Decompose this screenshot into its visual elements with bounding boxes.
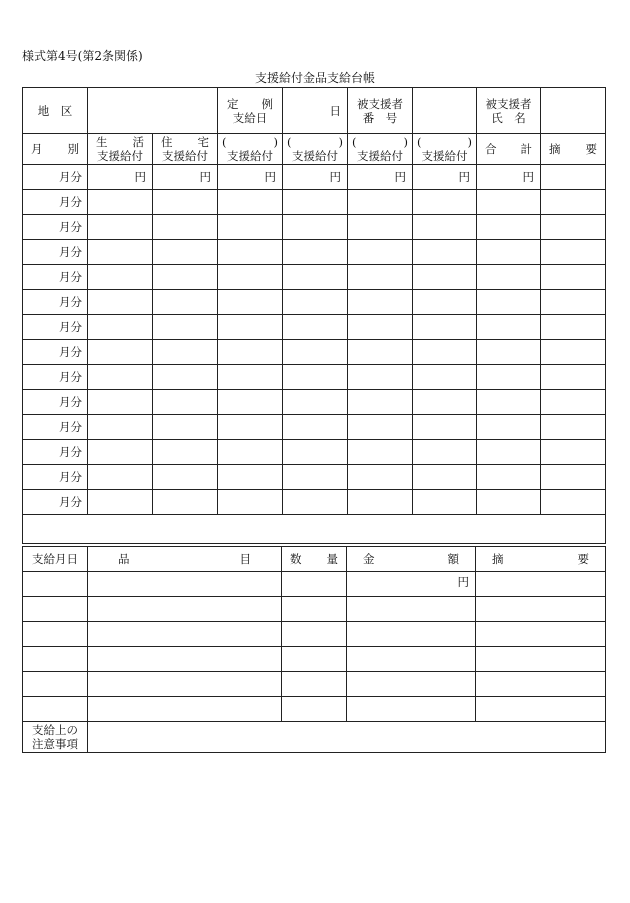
data-cell[interactable]: [153, 340, 218, 365]
data-cell[interactable]: [413, 490, 477, 515]
recipient-name-label: [477, 88, 541, 134]
table-row: [23, 190, 606, 215]
amount-cell[interactable]: [347, 597, 476, 622]
remarks-header: 摘 要: [541, 134, 606, 165]
data-cell[interactable]: [348, 340, 413, 365]
data-cell[interactable]: [283, 340, 348, 365]
recipient-number-label: [348, 88, 413, 134]
data-cell[interactable]: [283, 465, 348, 490]
month-label: 月分: [23, 315, 88, 340]
data-cell[interactable]: [153, 440, 218, 465]
blank-footer-cell[interactable]: [23, 515, 606, 544]
month-label: 月分: [23, 390, 88, 415]
data-cell[interactable]: [88, 390, 153, 415]
data-cell[interactable]: [283, 415, 348, 440]
data-cell[interactable]: [477, 240, 541, 265]
data-cell[interactable]: [477, 315, 541, 340]
table-row: [23, 697, 606, 722]
data-cell[interactable]: [88, 265, 153, 290]
item-cell[interactable]: [88, 622, 282, 647]
data-cell[interactable]: [477, 465, 541, 490]
remarks-cell[interactable]: [476, 697, 606, 722]
data-cell[interactable]: [88, 465, 153, 490]
data-cell[interactable]: [218, 390, 283, 415]
data-cell[interactable]: [348, 365, 413, 390]
item-cell[interactable]: [88, 672, 282, 697]
table-row: [23, 265, 606, 290]
item-cell[interactable]: [88, 697, 282, 722]
recipient-name-top: 被支援者: [485, 96, 532, 111]
data-cell[interactable]: [477, 490, 541, 515]
data-cell[interactable]: [218, 290, 283, 315]
quantity-cell[interactable]: [282, 672, 347, 697]
data-cell[interactable]: [541, 390, 606, 415]
data-cell[interactable]: [88, 315, 153, 340]
payment-date-header: 支給月日: [23, 547, 88, 572]
data-cell[interactable]: [541, 365, 606, 390]
living-support-header: 生 活 支援給付: [88, 134, 153, 165]
data-cell[interactable]: [348, 440, 413, 465]
recipient-name-field[interactable]: [541, 88, 606, 134]
table-row: [23, 340, 606, 365]
header-row-categories: [23, 134, 606, 165]
form-number-label: 様式第4号(第2条関係): [22, 49, 143, 63]
data-cell[interactable]: [477, 265, 541, 290]
quantity-cell[interactable]: [282, 697, 347, 722]
quantity-cell[interactable]: [282, 647, 347, 672]
recipient-number-field[interactable]: [413, 88, 477, 134]
data-cell[interactable]: [413, 215, 477, 240]
data-cell[interactable]: [348, 465, 413, 490]
item-header: 品 目: [88, 547, 282, 572]
housing-amount-cell[interactable]: 円: [153, 165, 218, 190]
data-cell[interactable]: [348, 390, 413, 415]
other-amount-cell[interactable]: 円: [348, 165, 413, 190]
data-cell[interactable]: [153, 465, 218, 490]
table-row: [23, 597, 606, 622]
monthly-payment-table: [22, 87, 606, 544]
month-label: 月分: [23, 240, 88, 265]
data-cell[interactable]: [413, 390, 477, 415]
notes-label: [23, 722, 88, 753]
data-cell[interactable]: [283, 365, 348, 390]
amount-cell[interactable]: [347, 622, 476, 647]
data-cell[interactable]: [348, 215, 413, 240]
data-cell[interactable]: [88, 290, 153, 315]
date-cell[interactable]: [23, 697, 88, 722]
month-label: 月分: [23, 365, 88, 390]
other-support-header-1: ( ) 支援給付: [218, 134, 283, 165]
data-cell[interactable]: [88, 415, 153, 440]
total-header: 合 計: [477, 134, 541, 165]
data-cell[interactable]: [348, 190, 413, 215]
recipient-number-top: 被支援者: [357, 96, 403, 111]
data-cell[interactable]: [413, 265, 477, 290]
notes-label-bottom: 注意事項: [32, 737, 78, 751]
data-cell[interactable]: [153, 415, 218, 440]
month-label: 月分: [23, 290, 88, 315]
recipient-number-bottom: 番 号: [362, 110, 398, 125]
data-cell[interactable]: [541, 215, 606, 240]
month-label: 月分: [23, 465, 88, 490]
data-cell[interactable]: [477, 415, 541, 440]
data-cell[interactable]: [413, 340, 477, 365]
regular-payment-day-label: [218, 88, 283, 134]
data-cell[interactable]: [348, 265, 413, 290]
date-cell[interactable]: [23, 622, 88, 647]
data-cell[interactable]: [88, 340, 153, 365]
remarks-cell[interactable]: [476, 672, 606, 697]
data-cell[interactable]: [153, 490, 218, 515]
remarks-header: 摘 要: [476, 547, 606, 572]
data-cell[interactable]: [348, 240, 413, 265]
month-label: 月分: [23, 415, 88, 440]
month-label: 月分: [23, 440, 88, 465]
data-cell[interactable]: [413, 315, 477, 340]
data-cell[interactable]: [153, 365, 218, 390]
data-cell[interactable]: [153, 315, 218, 340]
day-label: 日: [329, 103, 341, 118]
month-column-label: 月 別: [23, 134, 88, 165]
data-cell[interactable]: [477, 340, 541, 365]
data-cell[interactable]: [218, 490, 283, 515]
quantity-cell[interactable]: [282, 622, 347, 647]
data-cell[interactable]: [88, 365, 153, 390]
table-row: [23, 215, 606, 240]
data-cell[interactable]: [541, 490, 606, 515]
teirei-bottom: 支給日: [232, 110, 268, 125]
quantity-cell[interactable]: [282, 572, 347, 597]
item-cell[interactable]: [88, 647, 282, 672]
quantity-cell[interactable]: [282, 597, 347, 622]
table-row: [23, 390, 606, 415]
header-row-area: [23, 88, 606, 134]
data-cell[interactable]: [541, 240, 606, 265]
data-cell[interactable]: [413, 465, 477, 490]
data-cell[interactable]: [88, 240, 153, 265]
data-cell[interactable]: [283, 315, 348, 340]
notes-label-top: 支給上の: [32, 723, 78, 737]
data-cell[interactable]: [477, 190, 541, 215]
table-row: [23, 240, 606, 265]
amount-cell[interactable]: [347, 697, 476, 722]
item-cell[interactable]: [88, 572, 282, 597]
month-label: 月分: [23, 490, 88, 515]
data-cell[interactable]: [283, 490, 348, 515]
header-row-goods: [23, 547, 606, 572]
goods-payment-table: [22, 546, 606, 753]
amount-cell[interactable]: [347, 572, 476, 597]
data-cell[interactable]: [283, 390, 348, 415]
data-cell[interactable]: [413, 240, 477, 265]
data-cell[interactable]: [477, 290, 541, 315]
remarks-cell[interactable]: [476, 572, 606, 597]
data-cell[interactable]: [283, 290, 348, 315]
data-cell[interactable]: [413, 290, 477, 315]
table-row: [23, 440, 606, 465]
data-cell[interactable]: [541, 290, 606, 315]
table-row: [23, 647, 606, 672]
table-row: [23, 572, 606, 597]
data-cell[interactable]: [218, 365, 283, 390]
other-amount-cell[interactable]: 円: [283, 165, 348, 190]
data-cell[interactable]: [88, 215, 153, 240]
data-cell[interactable]: [218, 315, 283, 340]
table-row: [23, 415, 606, 440]
table-row: [23, 315, 606, 340]
housing-support-header: 住 宅 支援給付: [153, 134, 218, 165]
remarks-cell[interactable]: [541, 165, 606, 190]
data-cell[interactable]: [153, 240, 218, 265]
payment-day-field[interactable]: [283, 88, 348, 134]
data-cell[interactable]: [218, 465, 283, 490]
data-cell[interactable]: [153, 290, 218, 315]
living-amount-cell[interactable]: 円: [88, 165, 153, 190]
date-cell[interactable]: [23, 672, 88, 697]
month-label: 月分: [23, 340, 88, 365]
data-cell[interactable]: [153, 390, 218, 415]
data-cell[interactable]: [477, 365, 541, 390]
data-cell[interactable]: [541, 265, 606, 290]
date-cell[interactable]: [23, 647, 88, 672]
data-cell[interactable]: [477, 215, 541, 240]
date-cell[interactable]: [23, 572, 88, 597]
area-field[interactable]: [88, 88, 218, 134]
data-cell[interactable]: [413, 190, 477, 215]
data-cell[interactable]: [218, 265, 283, 290]
data-cell[interactable]: [283, 215, 348, 240]
data-cell[interactable]: [283, 190, 348, 215]
data-cell[interactable]: [218, 415, 283, 440]
amount-cell[interactable]: [347, 672, 476, 697]
table-row: [23, 672, 606, 697]
data-cell[interactable]: [348, 315, 413, 340]
data-cell[interactable]: [541, 340, 606, 365]
month-label: 月分: [23, 165, 88, 190]
data-cell[interactable]: [541, 465, 606, 490]
data-cell[interactable]: [88, 490, 153, 515]
table-row: [23, 290, 606, 315]
data-cell[interactable]: [541, 315, 606, 340]
total-amount-cell[interactable]: 円: [477, 165, 541, 190]
table-row: [23, 365, 606, 390]
other-support-header-4: ( ) 支援給付: [413, 134, 477, 165]
data-cell[interactable]: [218, 340, 283, 365]
teirei-top: 定 例: [227, 96, 273, 111]
remarks-cell[interactable]: [476, 622, 606, 647]
notes-row: [23, 722, 606, 753]
notes-field[interactable]: [88, 722, 606, 753]
month-label: 月分: [23, 215, 88, 240]
document-title: 支援給付金品支給台帳: [254, 71, 375, 85]
table-row: [23, 622, 606, 647]
data-cell[interactable]: [88, 440, 153, 465]
data-cell[interactable]: [218, 215, 283, 240]
other-amount-cell[interactable]: 円: [413, 165, 477, 190]
data-cell[interactable]: [283, 240, 348, 265]
remarks-cell[interactable]: [476, 597, 606, 622]
data-cell[interactable]: [153, 190, 218, 215]
month-label: 月分: [23, 190, 88, 215]
data-cell[interactable]: [413, 365, 477, 390]
data-cell[interactable]: [218, 440, 283, 465]
data-cell[interactable]: [348, 290, 413, 315]
table-row: [23, 465, 606, 490]
data-cell[interactable]: [348, 490, 413, 515]
table-row: [23, 490, 606, 515]
data-cell[interactable]: [541, 190, 606, 215]
data-cell[interactable]: [153, 265, 218, 290]
data-cell[interactable]: [283, 265, 348, 290]
data-cell[interactable]: [283, 440, 348, 465]
data-cell[interactable]: [88, 190, 153, 215]
amount-header: 金 額: [347, 547, 476, 572]
recipient-name-bottom: 氏 名: [491, 110, 526, 125]
other-amount-cell[interactable]: 円: [218, 165, 283, 190]
data-cell[interactable]: [541, 415, 606, 440]
remarks-cell[interactable]: [476, 647, 606, 672]
quantity-header: 数 量: [282, 547, 347, 572]
month-label: 月分: [23, 265, 88, 290]
table-row: [23, 165, 606, 190]
other-support-header-2: ( ) 支援給付: [283, 134, 348, 165]
data-cell[interactable]: [477, 390, 541, 415]
date-cell[interactable]: [23, 597, 88, 622]
area-label: 地 区: [23, 88, 88, 134]
item-cell[interactable]: [88, 597, 282, 622]
data-cell[interactable]: [348, 415, 413, 440]
data-cell[interactable]: [153, 215, 218, 240]
other-support-header-3: ( ) 支援給付: [348, 134, 413, 165]
yen-unit: 円: [457, 575, 469, 589]
data-cell[interactable]: [413, 440, 477, 465]
data-cell[interactable]: [218, 190, 283, 215]
data-cell[interactable]: [541, 440, 606, 465]
amount-cell[interactable]: [347, 647, 476, 672]
data-cell[interactable]: [413, 415, 477, 440]
blank-footer-row: [23, 515, 606, 544]
data-cell[interactable]: [477, 440, 541, 465]
data-cell[interactable]: [218, 240, 283, 265]
